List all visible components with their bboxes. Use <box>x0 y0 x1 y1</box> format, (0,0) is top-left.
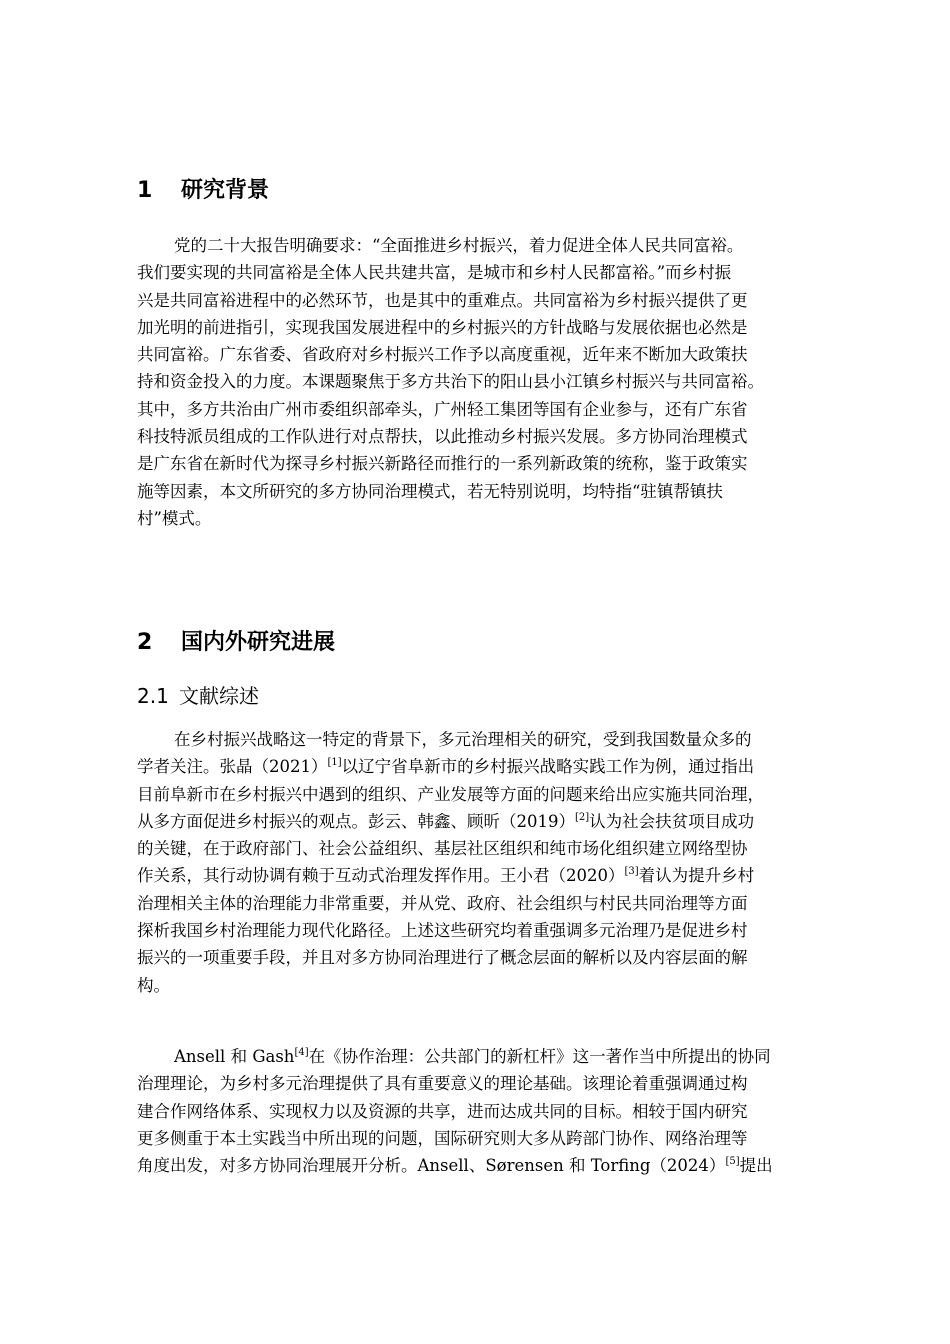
paragraph-line: 兴是共同富裕进程中的必然环节，也是其中的重难点。共同富裕为乡村振兴提供了更 <box>137 290 748 310</box>
text-run: 角度出发，对多方协同治理展开分析。Ansell、Sørensen 和 Torfing（2024） <box>137 1156 726 1176</box>
section-1-title: 研究背景 <box>181 178 270 203</box>
paragraph-line: 持和资金投入的力度。本课题聚焦于多方共治下的阳山县小江镇乡村振兴与共同富裕。 <box>137 372 764 392</box>
literature-review-paragraph-1 <box>137 726 857 999</box>
paragraph-line: 村”模式。 <box>137 508 212 528</box>
citation-marker: [3] <box>624 866 639 878</box>
literature-review-paragraph-2 <box>137 1043 857 1179</box>
paragraph-line: 科技特派员组成的工作队进行对点帮扶，以此推动乡村振兴发展。多方协同治理模式 <box>137 427 748 447</box>
paragraph-line: 治理理论，为乡村多元治理提供了具有重要意义的理论基础。该理论着重强调通过构 <box>137 1074 748 1094</box>
paragraph-line: 施等因素，本文所研究的多方协同治理模式，若无特别说明，均特指“驻镇帮镇扶 <box>137 481 723 501</box>
subsection-2-1-number: 2.1 <box>137 684 169 708</box>
citation-marker: [4] <box>294 1047 309 1058</box>
paragraph-line: 是广东省在新时代为探寻乡村振兴新路径而推行的一系列新政策的统称，鉴于政策实 <box>137 454 748 474</box>
text-run: 从多方面促进乡村振兴的观点。彭云、韩鑫、顾昕（2019） <box>137 811 575 831</box>
text-run: 认为社会扶贫项目成功 <box>589 811 755 831</box>
paragraph-line: 目前阜新市在乡村振兴中遇到的组织、产业发展等方面的问题来给出应实施共同治理， <box>137 784 764 804</box>
paragraph-line: 更多侧重于本土实践当中所出现的问题，国际研究则大多从跨部门协作、网络治理等 <box>137 1128 748 1148</box>
text-run: 以辽宁省阜新市的乡村振兴战略实践工作为例，通过指出 <box>341 757 755 777</box>
paragraph-line: 在乡村振兴战略这一特定的背景下，多元治理相关的研究，受到我国数量众多的 <box>174 730 752 749</box>
subsection-2-1-title: 文献综述 <box>179 684 259 708</box>
paragraph-line: 共同富裕。广东省委、省政府对乡村振兴工作予以高度重视，近年来不断加大政策扶 <box>137 345 748 365</box>
paragraph-line: 其中，多方共治由广州市委组织部牵头，广州轻工集团等国有企业参与，还有广东省 <box>137 399 748 419</box>
text-run: Ansell 和 Gash <box>174 1047 295 1066</box>
text-run: 在《协作治理：公共部门的新杠杆》这一著作当中所提出的协同 <box>308 1047 771 1066</box>
paragraph-line <box>137 1043 857 1070</box>
section-2-heading <box>137 628 335 658</box>
paragraph-line: 振兴的一项重要手段，并且对多方协同治理进行了概念层面的解析以及内容层面的解 <box>137 948 748 968</box>
paragraph-line: 建合作网络体系、实现权力以及资源的共享，进而达成共同的目标。相较于国内研究 <box>137 1101 748 1121</box>
section-1-number: 1 <box>137 178 153 203</box>
section-2-title: 国内外研究进展 <box>181 630 336 655</box>
paragraph-line: 探析我国乡村治理能力现代化路径。上述这些研究均着重强调多元治理乃是促进乡村 <box>137 921 748 941</box>
section-2-number: 2 <box>137 630 153 655</box>
paragraph-line <box>137 753 857 780</box>
paragraph-line <box>137 808 857 835</box>
text-run: 学者关注。张晶（2021） <box>137 757 328 777</box>
section-1-heading <box>137 176 269 206</box>
paragraph-line: 加光明的前进指引，实现我国发展进程中的乡村振兴的方针战略与发展依据也必然是 <box>137 317 748 337</box>
paragraph-line: 党的二十大报告明确要求：“全面推进乡村振兴，着力促进全体人民共同富裕。 <box>174 236 744 255</box>
paragraph-line <box>137 862 857 889</box>
text-run: 作关系，其行动协调有赖于互动式治理发挥作用。王小君（2020） <box>137 866 625 886</box>
paragraph-line: 治理相关主体的治理能力非常重要，并从党、政府、社会组织与村民共同治理等方面 <box>137 893 748 913</box>
paragraph-line: 构。 <box>137 975 170 995</box>
citation-marker: [1] <box>327 757 342 769</box>
citation-marker: [5] <box>725 1156 740 1168</box>
text-run: 着认为提升乡村 <box>638 866 755 886</box>
section-1-paragraph <box>137 232 857 532</box>
paragraph-line: 的关键，在于政府部门、社会公益组织、基层社区组织和纯市场化组织建立网络型协 <box>137 839 748 859</box>
citation-marker: [2] <box>575 811 590 823</box>
text-run: 提出 <box>739 1156 773 1176</box>
paragraph-line: 我们要实现的共同富裕是全体人民共建共富，是城市和乡村人民都富裕。”而乡村振 <box>137 263 732 283</box>
subsection-2-1-heading <box>137 682 259 710</box>
paragraph-line <box>137 1152 857 1179</box>
